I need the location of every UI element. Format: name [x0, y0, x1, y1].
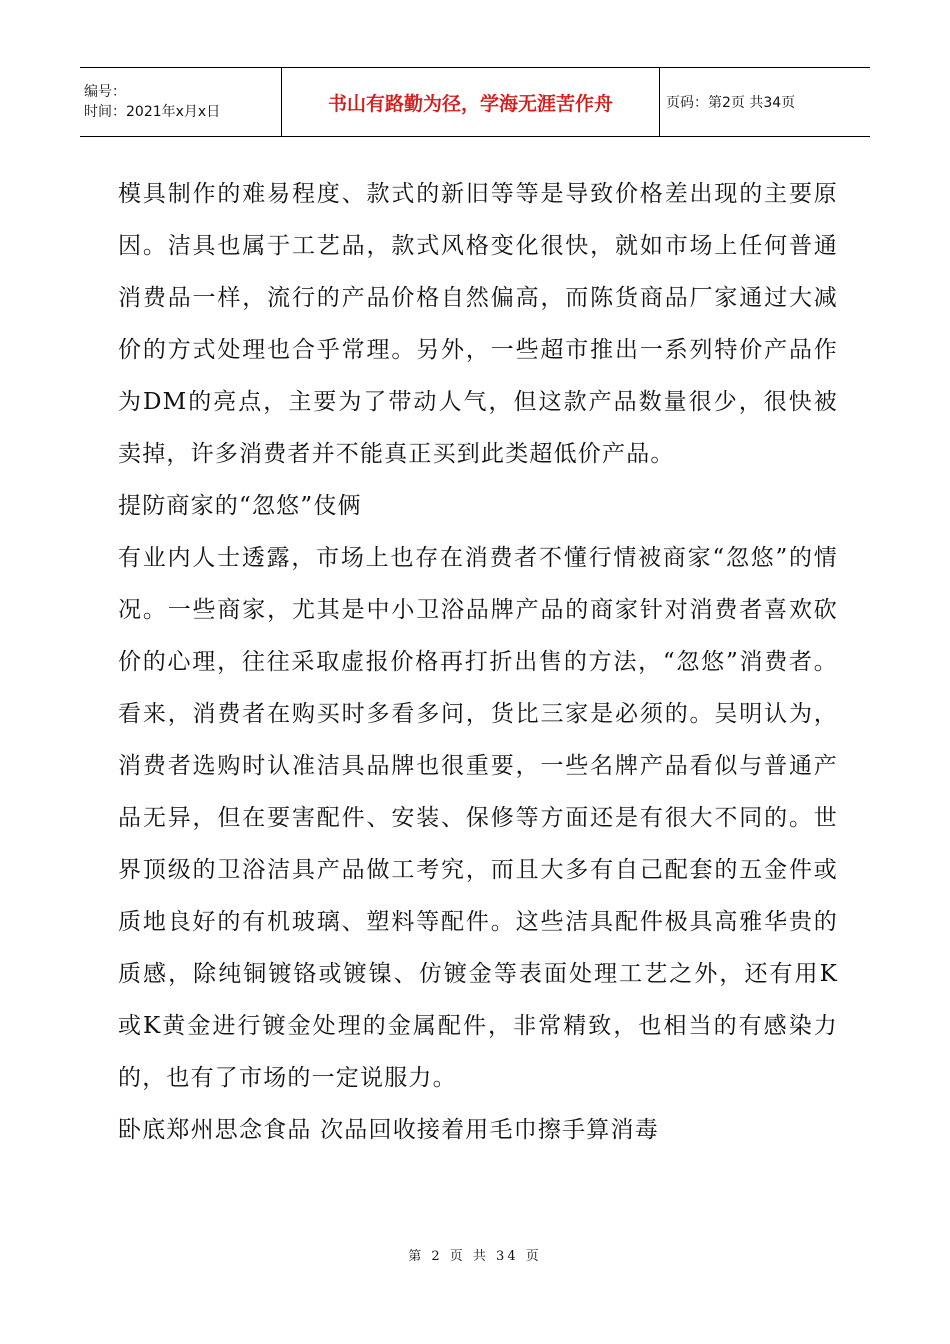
document-header: [80, 67, 870, 137]
document-number: 编号：: [84, 84, 126, 100]
document-time: 时间：2021年x月x日: [84, 104, 221, 120]
paragraph: 模具制作的难易程度、款式的新旧等等是导致价格差出现的主要原因。洁具也属于工艺品，款式风格变化很快，就如市场上任何普通消费品一样，流行的产品价格自然偏高，而陈货商品厂家通过大减价的方式处理也合乎常理。另外，一些超市推出一系列特价产品作为DM的亮点，主要为了带动人气，但这款产品数量很少，很快被卖掉，许多消费者并不能真正买到此类超低价产品。: [118, 181, 838, 467]
header-meta: [80, 68, 282, 136]
section-heading: 卧底郑州思念食品 次品回收接着用毛巾擦手算消毒: [118, 1117, 659, 1143]
header-motto: 书山有路勤为径，学海无涯苦作舟: [282, 68, 660, 136]
paragraph: 有业内人士透露，市场上也存在消费者不懂行情被商家“忽悠”的情况。一些商家，尤其是中小卫浴品牌产品的商家针对消费者喜欢砍价的心理，往往采取虚报价格再打折出售的方法，“忽悠”消费者。看来，消费者在购买时多看多问，货比三家是必须的。吴明认为，消费者选购时认准洁具品牌也很重要，一些名牌产品看似与普通产品无异，但在要害配件、安装、保修等方面还是有很大不同的。世界顶级的卫浴洁具产品做工考究，而且大多有自己配套的五金件或质地良好的有机玻璃、塑料等配件。这些洁具配件极具高雅华贵的质感，除纯铜镀铬或镀镍、仿镀金等表面处理工艺之外，还有用K或K黄金进行镀金处理的金属配件，非常精致，也相当的有感染力的，也有了市场的一定说服力。: [118, 545, 838, 1091]
section-heading: 提防商家的“忽悠”伎俩: [118, 493, 362, 519]
page-footer: 第 2 页 共 34 页: [408, 1249, 542, 1264]
document-body: [118, 168, 838, 1156]
header-page-info: 页码：第2页 共34页: [666, 95, 796, 111]
